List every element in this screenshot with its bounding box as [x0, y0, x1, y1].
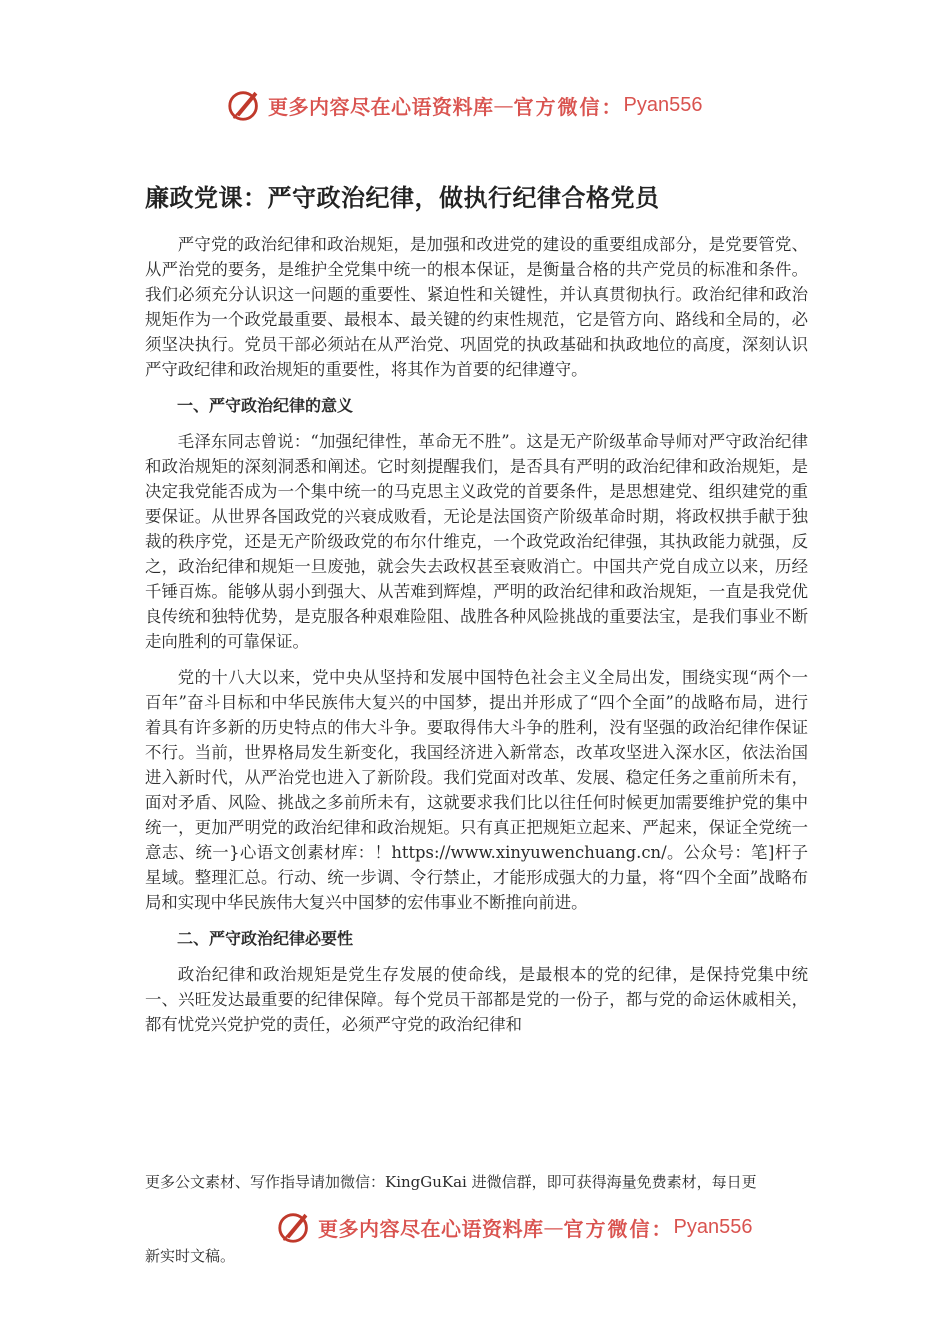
- quill-logo-icon: [226, 86, 264, 124]
- section-heading-1: 一、严守政治纪律的意义: [177, 396, 354, 415]
- paragraph-eighteenth-congress: 党的十八大以来，党中央从坚持和发展中国特色社会主义全局出发，围绕实现“两个一百年”奋斗目标和中华民族伟大复兴的中国梦，提出并形成了“四个全面”的战略布局，进行着具有许多新的历史特点的伟大斗争。要取得伟大斗争的胜利，没有坚强的政治纪律作保证不行。当前，世界格局发生新变化，我国经济进入新常态，改革攻坚进入深水区，依法治国进入新时代，从严治党也进入了新阶段。我们党面对改革、发展、稳定任务之重前所未有，面对矛盾、风险、挑战之多前所未有，这就要求我们比以往任何时候更加需要维护党的集中统一，更加严明党的政治纪律和政治规矩。只有真正把规矩立起来、严起来，保证全党统一意志、统一}心语文创素材库：！https://www.xinyuwenchuang.cn/。公众号：笔]杆子星域。整理汇总。行动、统一步调、令行禁止，才能形成强大的力量，将“四个全面”战略布局和实现中华民族伟大复兴中国梦的宏伟事业不断推向前进。: [145, 668, 808, 912]
- banner-dash: —: [543, 1215, 564, 1239]
- document-body: [145, 232, 808, 1048]
- paragraph-intro: 严守党的政治纪律和政治规矩，是加强和改进党的建设的重要组成部分，是党要管党、从严治党的要务，是维护全党集中统一的根本保证，是衡量合格的共产党员的标准和条件。我们必须充分认识这一问题的重要性、紧迫性和关键性，并认真贯彻执行。政治纪律和政治规矩作为一个政党最重要、最根本、最关键的约束性规范，它是管方向、路线和全局的，必须坚决执行。党员干部必须站在从严治党、巩固党的执政基础和执政地位的高度，深刻认识严守政纪律和政治规矩的重要性，将其作为首要的纪律遵守。: [145, 235, 808, 379]
- footer-banner: [276, 1208, 752, 1246]
- banner-wechat-label: 官方微信：: [513, 94, 624, 119]
- section-heading-2: 二、严守政治纪律必要性: [177, 929, 354, 948]
- banner-dash: —: [493, 93, 514, 117]
- banner-title: 更多内容尽在心语资料库: [318, 1216, 544, 1241]
- header-banner: [226, 86, 702, 124]
- banner-wechat-id: Pyan556: [623, 93, 703, 116]
- banner-wechat-id: Pyan556: [673, 1215, 753, 1238]
- footer-note: 更多公文素材、写作指导请加微信：KingGuKai 进微信群，即可获得海量免费素材，每日更: [145, 1173, 757, 1191]
- document-title: 廉政党课：严守政治纪律，做执行纪律合格党员: [145, 184, 660, 212]
- paragraph-significance: 毛泽东同志曾说：“加强纪律性，革命无不胜”。这是无产阶级革命导师对严守政治纪律和政治规矩的深刻洞悉和阐述。它时刻提醒我们，是否具有严明的政治纪律和政治规矩，是决定我党能否成为一个集中统一的马克思主义政党的首要条件，是思想建党、组织建党的重要保证。从世界各国政党的兴衰成败看，无论是法国资产阶级革命时期，将政权拱手献于独裁的秩序党，还是无产阶级政党的布尔什维克，一个政党政治纪律强，其执政能力就强，反之，政治纪律和规矩一旦废弛，就会失去政权甚至衰败消亡。中国共产党自成立以来，历经千锤百炼。能够从弱小到强大、从苦难到辉煌，严明的政治纪律和政治规矩，一直是我党优良传统和独特优势，是克服各种艰难险阻、战胜各种风险挑战的重要法宝，是我们事业不断走向胜利的可靠保证。: [145, 432, 808, 651]
- quill-logo-icon: [276, 1208, 314, 1246]
- banner-wechat-label: 官方微信：: [563, 1216, 674, 1241]
- banner-title: 更多内容尽在心语资料库: [268, 94, 494, 119]
- footer-note-continuation: 新实时文稿。: [145, 1247, 236, 1265]
- paragraph-necessity: 政治纪律和政治规矩是党生存发展的使命线，是最根本的党的纪律，是保持党集中统一、兴旺发达最重要的纪律保障。每个党员干部都是党的一份子，都与党的命运休戚相关，都有忧党兴党护党的责任，必须严守党的政治纪律和: [145, 965, 808, 1034]
